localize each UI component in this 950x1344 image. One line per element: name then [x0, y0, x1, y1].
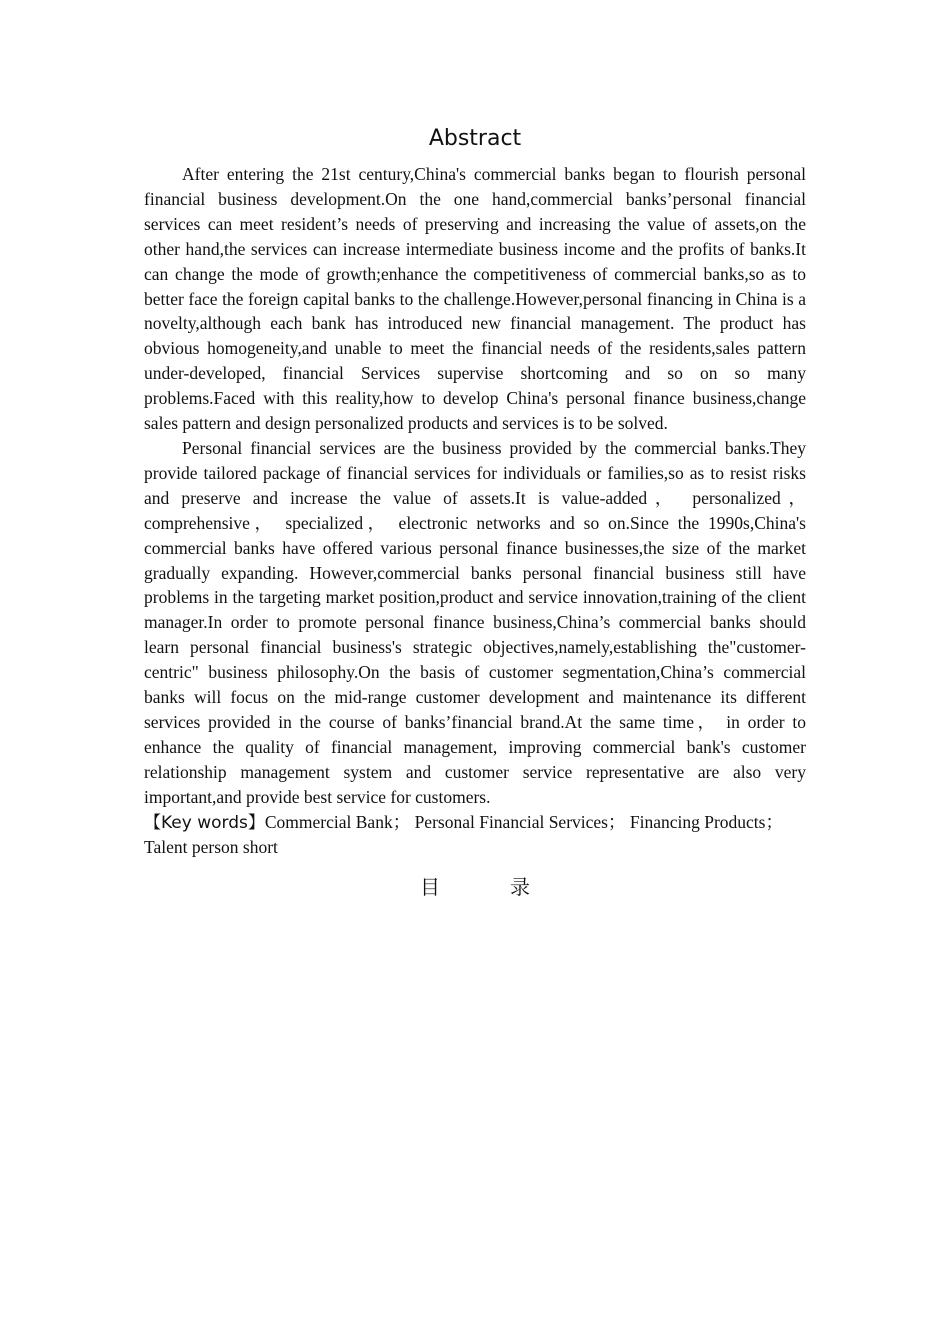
- keywords-text: Commercial Bank； Personal Financial Services； Financing Products；: [264, 811, 783, 832]
- toc-heading-left: 目: [420, 875, 440, 900]
- toc-heading-right: 录: [510, 875, 530, 900]
- abstract-title: Abstract: [428, 126, 522, 151]
- abstract-paragraph-1: After entering the 21st century,China's commercial banks began to flourish personal financial business development.On the one hand,commercial banks’personal financial services can meet resident’s needs of preserving and increasing the value of assets,on the other hand,the services can increase intermediate business income and the profits of banks.It can change the mode of growth;enhance the competitiveness of commercial banks,so as to better face the foreign capital banks to the challenge.However,personal financing in China is a novelty,although each bank has introduced new financial management. The product has obvious homogeneity,and unable to meet the financial needs of the residents,sales pattern under-developed, financial Services supervise shortcoming and so on so many problems.Faced with this reality,how to develop China's personal finance business,change sales pattern and design personalized products and services is to be solved.: [144, 164, 806, 434]
- toc-heading: [144, 872, 806, 902]
- document-page: [144, 123, 806, 902]
- keywords-label: 【Key words】: [144, 812, 265, 833]
- abstract-paragraph-2: Personal financial services are the business provided by the commercial banks.They provide tailored package of financial services for individuals or families,so as to resist risks and preserve and increase the value of assets.It is value-added， personalized， comprehensive， specialized， electronic networks and so on.Since the 1990s,China's commercial banks have offered various personal finance businesses,the size of the market gradually expanding. However,commercial banks personal financial business still have problems in the targeting market position,product and service innovation,training of the client manager.In order to promote personal finance business,China’s commercial banks should learn personal financial business's strategic objectives,namely,establishing the"customer-centric" business philosophy.On the basis of customer segmentation,China’s commercial banks will focus on the mid-range customer development and maintenance its different services provided in the course of banks’financial brand.At the same time， in order to enhance the quality of financial management, improving commercial bank's customer relationship management system and customer service representative are also very important,and provide best service for customers.: [144, 437, 806, 807]
- keywords-line: [144, 810, 806, 836]
- extra-line: Talent person short: [144, 837, 278, 858]
